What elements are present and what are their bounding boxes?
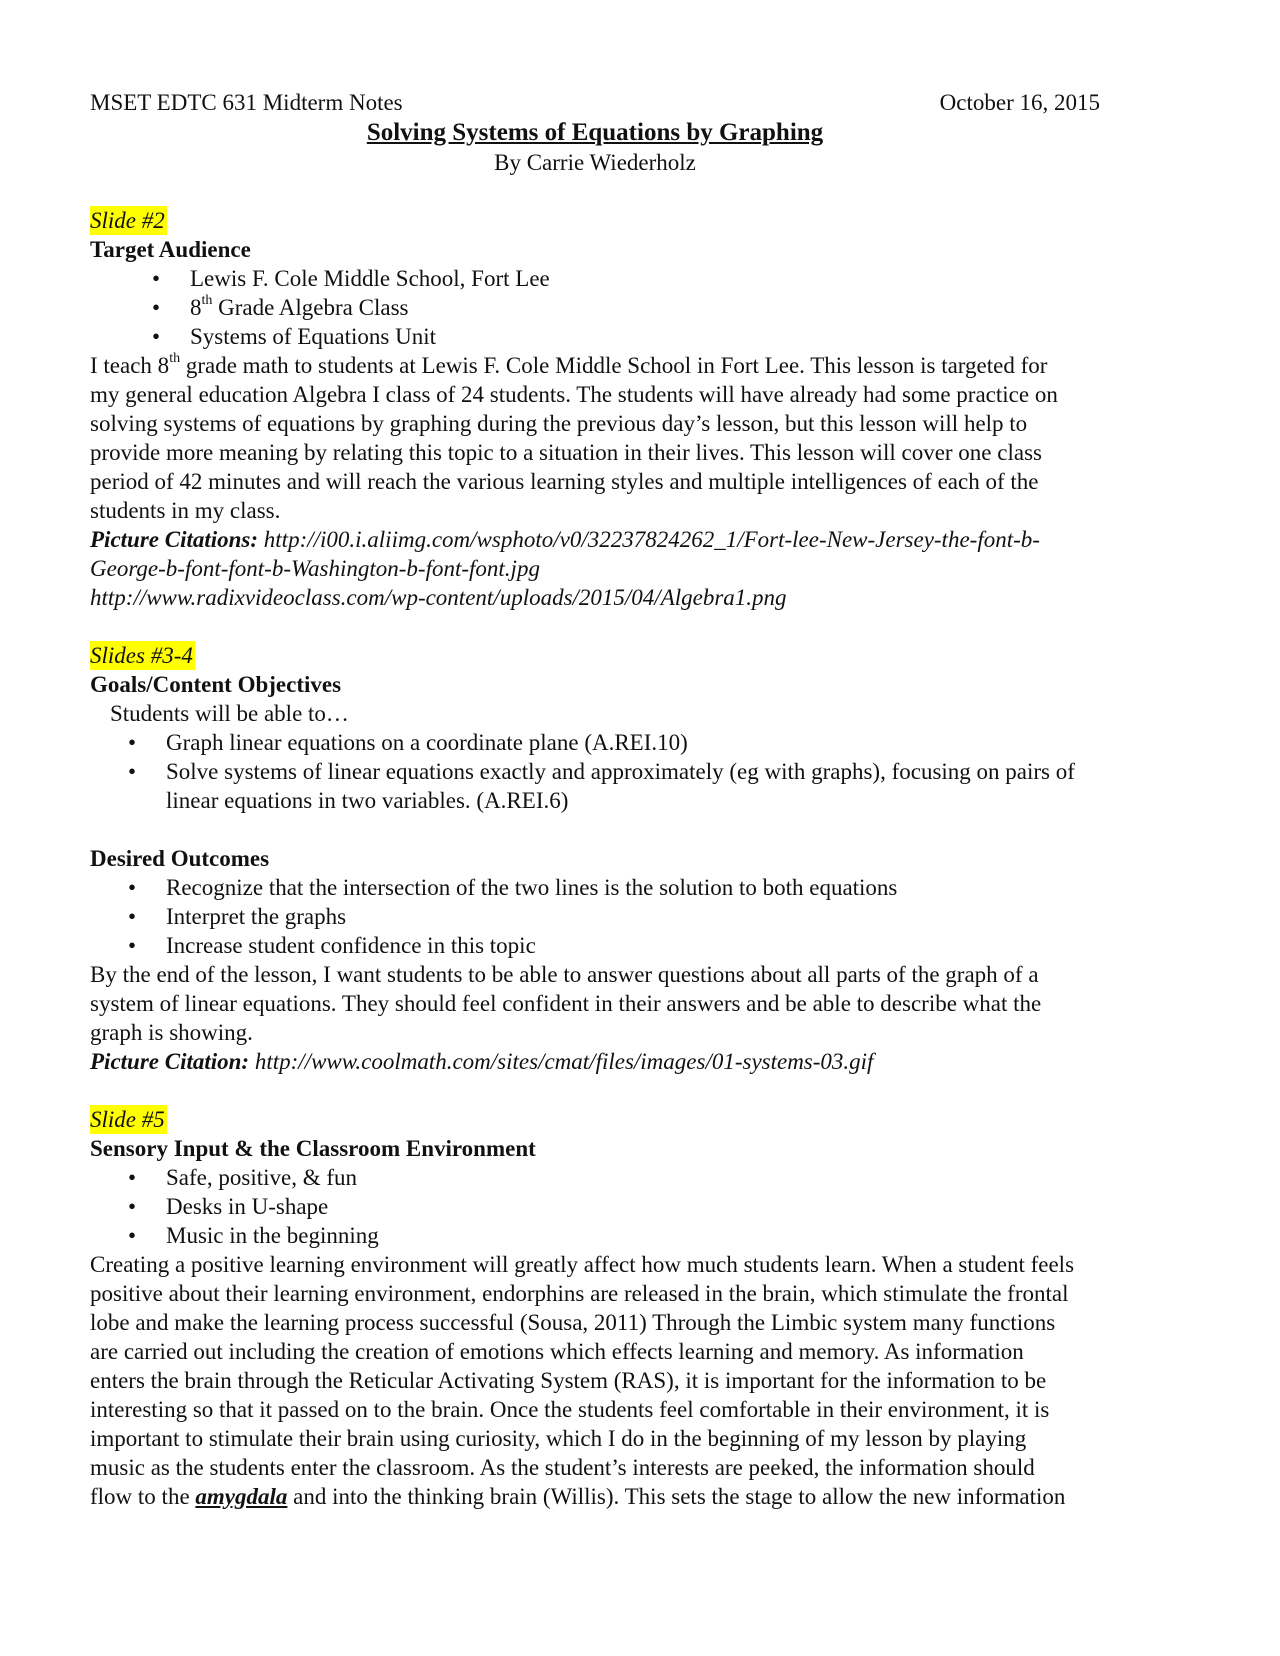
section-slide-2 <box>90 206 1180 612</box>
course-name: MSET EDTC 631 Midterm Notes <box>90 90 403 115</box>
section-heading: Desired Outcomes <box>90 846 270 871</box>
section-slides-3-4 <box>90 641 1180 1076</box>
list-item: • Graph linear equations on a coordinate plane (A.REI.10) <box>128 730 688 755</box>
bullet-icon: • <box>152 266 161 291</box>
document-author: By Carrie Wiederholz <box>494 150 696 175</box>
picture-citations <box>90 525 1180 612</box>
bullet-icon: • <box>128 730 137 755</box>
citation-link[interactable]: http://i00.i.aliimg.com/wsphoto/v0/32237824262_1/Fort-lee-New-Jersey-the-font-b- <box>258 527 1040 552</box>
list-item: • Systems of Equations Unit <box>152 324 436 349</box>
list-item: • Interpret the graphs <box>128 904 347 929</box>
paragraph: Creating a positive learning environment will greatly affect how much students learn. When a student feels positive about their learning environment, endorphins are released in the brain, which stimulate the frontal lobe and make the learning process successful (Sousa, 2011) Through the Limbic system many functions are carried out including the creation of emotions which effects learning and memory. As information enters the brain through the Reticular Activating System (RAS), it is important for the information to be interesting so that it passed on to the brain. Once the students feel comfortable in their environment, it is important to stimulate their brain using curiosity, which I do in the beginning of my lesson by playing music as the students enter the classroom. As the student’s interests are peeked, the information should flow to the amygdala and into the thinking brain (Willis). This sets the stage to allow the new information <box>90 1252 1075 1509</box>
list-item: • Music in the beginning <box>128 1223 379 1248</box>
bullet-icon: • <box>128 933 137 958</box>
list-item: • Increase student confidence in this topic <box>128 933 536 958</box>
list-item: • Desks in U-shape <box>128 1194 329 1219</box>
list-item: • Recognize that the intersection of the two lines is the solution to both equations <box>128 875 898 900</box>
bullet-icon: • <box>128 1165 137 1190</box>
section-heading: Target Audience <box>90 237 251 262</box>
slide-label: Slide #5 <box>90 1107 165 1132</box>
bullet-list <box>90 873 1180 960</box>
bullet-icon: • <box>128 1194 137 1219</box>
document-title: Solving Systems of Equations by Graphing <box>366 119 824 146</box>
bullet-icon: • <box>152 324 161 349</box>
bullet-icon: • <box>152 295 161 320</box>
list-item: • Solve systems of linear equations exactly and approximately (eg with graphs), focusing on pairs of linear equations in two variables. (A.REI.6) <box>128 759 1075 813</box>
paragraph: I teach 8th grade math to students at Lewis F. Cole Middle School in Fort Lee. This lesson is targeted for my general education Algebra I class of 24 students. The students will have already had some practice on solving systems of equations by graphing during the previous day’s lesson, but this lesson will help to provide more meaning by relating this topic to a situation in their lives. This lesson will cover one class period of 42 minutes and will reach the various learning styles and multiple intelligences of each of the students in my class. <box>90 351 1058 523</box>
paragraph: By the end of the lesson, I want students to be able to answer questions about all parts of the graph of a system of linear equations. They should feel confident in their answers and be able to describe what the graph is showing. <box>90 962 1042 1045</box>
picture-citation <box>90 1047 1180 1076</box>
amygdala-term: amygdala <box>195 1484 288 1509</box>
citation-link[interactable]: George-b-font-font-b-Washington-b-font-font.jpg <box>90 556 540 581</box>
section-heading: Sensory Input & the Classroom Environment <box>90 1136 536 1161</box>
lead-in-text: Students will be able to… <box>110 701 349 726</box>
list-item: • Safe, positive, & fun <box>128 1165 357 1190</box>
header-row <box>90 88 1100 117</box>
bullet-icon: • <box>128 1223 137 1248</box>
list-item: • Lewis F. Cole Middle School, Fort Lee <box>152 266 550 291</box>
document-date: October 16, 2015 <box>939 90 1100 115</box>
bullet-icon: • <box>128 875 137 900</box>
bullet-list <box>90 728 1180 815</box>
citation-label: Picture Citations: <box>90 527 259 552</box>
bullet-icon: • <box>128 904 137 929</box>
list-item: • 8th Grade Algebra Class <box>152 293 409 320</box>
slide-label: Slide #2 <box>90 208 165 233</box>
section-heading: Goals/Content Objectives <box>90 672 342 697</box>
citation-label: Picture Citation: <box>90 1049 250 1074</box>
document-page <box>90 88 1180 1511</box>
citation-link[interactable]: http://www.coolmath.com/sites/cmat/files/images/01-systems-03.gif <box>249 1049 874 1074</box>
bullet-list <box>90 1163 1180 1250</box>
slide-label: Slides #3-4 <box>90 643 193 668</box>
citation-link[interactable]: http://www.radixvideoclass.com/wp-content/uploads/2015/04/Algebra1.png <box>90 585 787 610</box>
section-slide-5 <box>90 1105 1180 1511</box>
bullet-list <box>90 264 1180 351</box>
bullet-icon: • <box>128 759 137 784</box>
